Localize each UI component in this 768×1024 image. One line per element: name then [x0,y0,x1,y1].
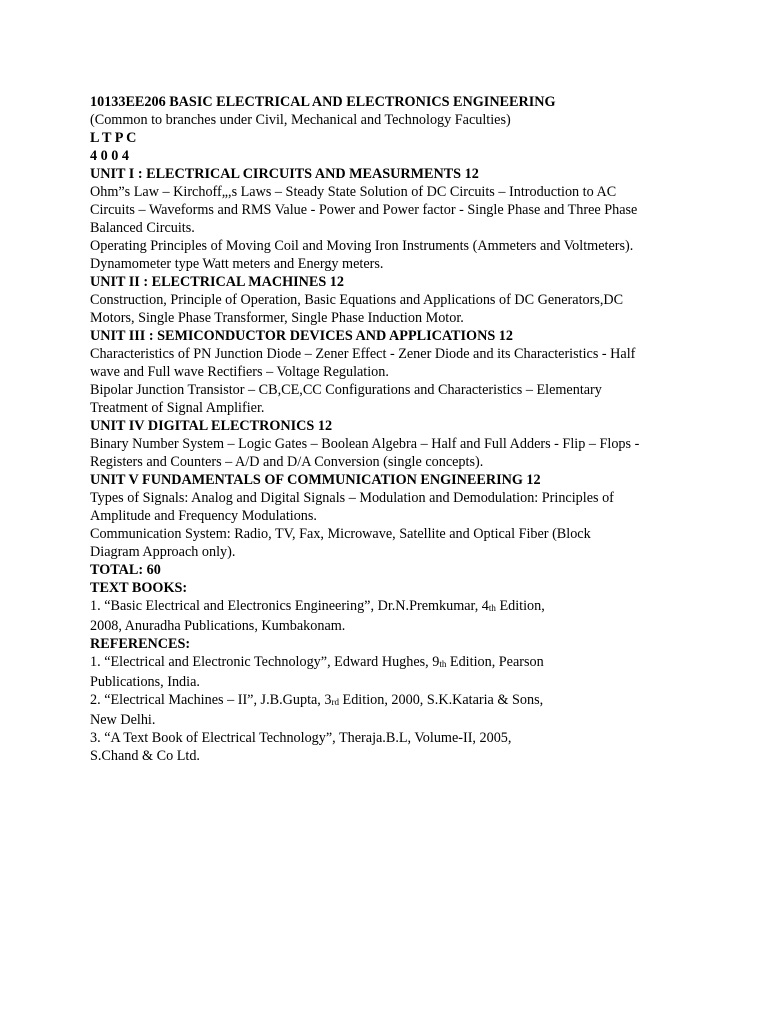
unit-5-text: Communication System: Radio, TV, Fax, Microwave, Satellite and Optical Fiber (Block [90,526,591,542]
unit-5-heading: UNIT V FUNDAMENTALS OF COMMUNICATION ENGINEERING 12 [90,472,541,488]
course-subtitle: (Common to branches under Civil, Mechanical and Technology Faculties) [90,112,511,128]
unit-4-text: Registers and Counters – A/D and D/A Conversion (single concepts). [90,454,484,470]
reference-entry-text: 1. “Electrical and Electronic Technology”, Edward Hughes, 9 [90,654,440,670]
unit-3-text: Characteristics of PN Junction Diode – Zener Effect - Zener Diode and its Characteristics - Half [90,346,636,362]
ltpc-values: 4 0 0 4 [90,148,130,164]
course-title: 10133EE206 BASIC ELECTRICAL AND ELECTRONICS ENGINEERING [90,94,556,110]
textbook-entry-text: Edition, [495,598,545,614]
reference-entry [90,691,730,711]
textbooks-heading: TEXT BOOKS: [90,580,188,596]
unit-2-heading: UNIT II : ELECTRICAL MACHINES 12 [90,274,344,290]
unit-4-heading: UNIT IV DIGITAL ELECTRONICS 12 [90,418,333,434]
ordinal-suffix: th [488,603,496,613]
textbook-entry [90,597,730,617]
unit-1-heading: UNIT I : ELECTRICAL CIRCUITS AND MEASURMENTS 12 [90,166,479,182]
unit-3-text: Bipolar Junction Transistor – CB,CE,CC Configurations and Characteristics – Elementary [90,382,602,398]
unit-5-text: Diagram Approach only). [90,544,236,560]
unit-1-text: Balanced Circuits. [90,220,195,236]
reference-entry-text: Edition, 2000, S.K.Kataria & Sons, [339,692,544,708]
textbook-entry-continued: 2008, Anuradha Publications, Kumbakonam. [90,618,346,634]
unit-1-text: Dynamometer type Watt meters and Energy meters. [90,256,384,272]
reference-entry: 3. “A Text Book of Electrical Technology”, Theraja.B.L, Volume-II, 2005, [90,730,512,746]
reference-entry [90,653,730,673]
unit-2-text: Motors, Single Phase Transformer, Single Phase Induction Motor. [90,310,464,326]
ltpc-label: L T P C [90,130,137,146]
unit-1-text: Operating Principles of Moving Coil and Moving Iron Instruments (Ammeters and Voltmeters). [90,238,634,254]
unit-3-text: Treatment of Signal Amplifier. [90,400,265,416]
unit-3-text: wave and Full wave Rectifiers – Voltage Regulation. [90,364,389,380]
unit-1-text: Circuits – Waveforms and RMS Value - Power and Power factor - Single Phase and Three Phase [90,202,638,218]
syllabus-page [90,93,730,765]
unit-2-text: Construction, Principle of Operation, Basic Equations and Applications of DC Generators,DC [90,292,624,308]
reference-entry-text: 2. “Electrical Machines – II”, J.B.Gupta, 3 [90,692,332,708]
textbook-entry-text: 1. “Basic Electrical and Electronics Engineering”, Dr.N.Premkumar, 4 [90,598,489,614]
reference-entry-continued: S.Chand & Co Ltd. [90,748,200,764]
unit-4-text: Binary Number System – Logic Gates – Boolean Algebra – Half and Full Adders - Flip – Flops - [90,436,640,452]
ordinal-suffix: rd [331,697,339,707]
ordinal-suffix: th [439,659,447,669]
unit-5-text: Types of Signals: Analog and Digital Signals – Modulation and Demodulation: Principles of [90,490,614,506]
total-hours: TOTAL: 60 [90,562,161,578]
reference-entry-text: Edition, Pearson [446,654,544,670]
unit-1-text: Ohm”s Law – Kirchoff„,s Laws – Steady State Solution of DC Circuits – Introduction to AC [90,184,617,200]
unit-3-heading: UNIT III : SEMICONDUCTOR DEVICES AND APPLICATIONS 12 [90,328,513,344]
reference-entry-continued: New Delhi. [90,712,156,728]
reference-entry-continued: Publications, India. [90,674,200,690]
references-heading: REFERENCES: [90,636,191,652]
unit-5-text: Amplitude and Frequency Modulations. [90,508,317,524]
